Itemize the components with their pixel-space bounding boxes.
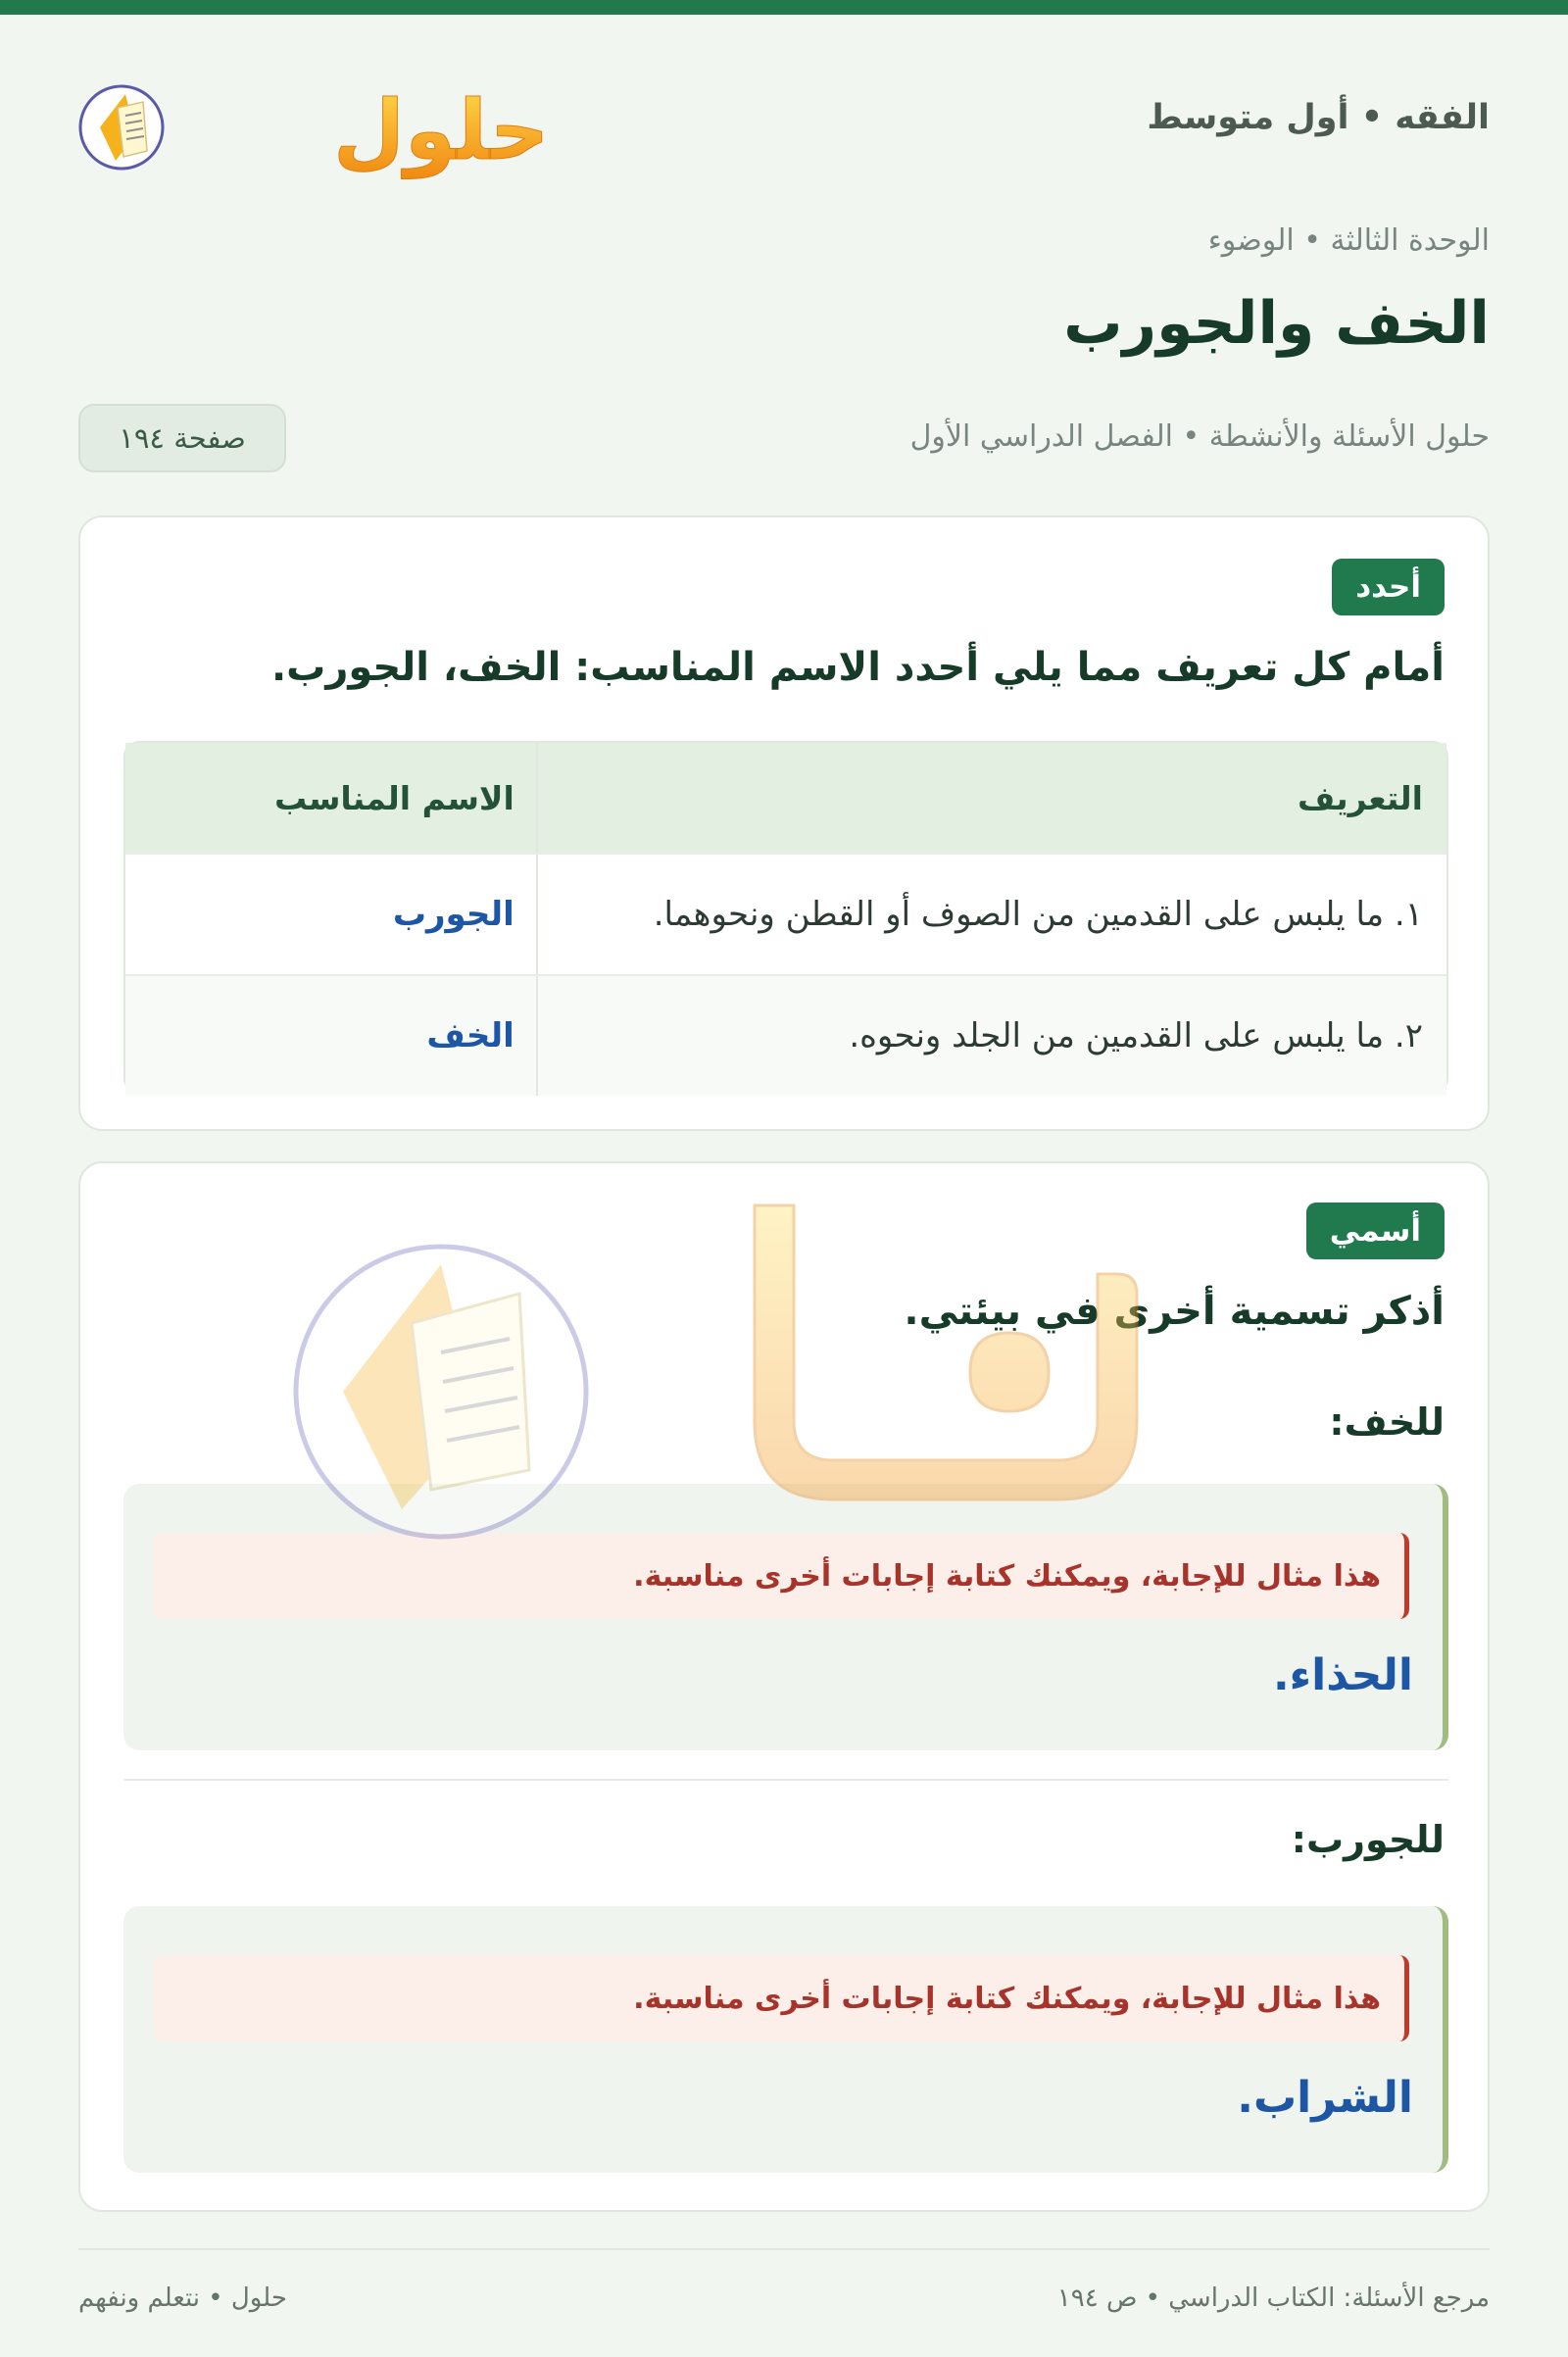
answer-box [123, 1484, 1448, 1750]
section-question: أذكر تسمية أخرى في بيئتي. [904, 1289, 1445, 1334]
section-badge: أسمي [1306, 1203, 1445, 1259]
top-accent-bar [0, 0, 1568, 15]
answer-text: الحذاء. [1272, 1650, 1413, 1700]
definitions-table [123, 741, 1448, 1094]
section-divider [123, 1779, 1448, 1781]
item-label: للجورب: [1291, 1818, 1445, 1861]
book-icon [80, 86, 163, 169]
row-answer: الخف [426, 1016, 514, 1056]
logo-wordmark: حلول [333, 82, 550, 178]
footer-reference: مرجع الأسئلة: الكتاب الدراسي • ص ١٩٤ [1056, 2283, 1490, 2313]
header-name: الاسم المناسب [274, 778, 514, 817]
item-label: للخف: [1329, 1400, 1445, 1444]
example-note: هذا مثال للإجابة، ويمكنك كتابة إجابات أخرى مناسبة. [153, 1533, 1409, 1619]
row-definition: ٢. ما يلبس على القدمين من الجلد ونحوه. [536, 976, 1446, 1096]
section-question: أمام كل تعريف مما يلي أحدد الاسم المناسب: الخف، الجورب. [270, 645, 1445, 690]
table-row [125, 974, 1446, 1096]
answer-text: الشراب. [1237, 2073, 1413, 2123]
header-definition: التعريف [536, 743, 1446, 853]
row-definition: ١. ما يلبس على القدمين من الصوف أو القطن ونحوهما. [536, 855, 1446, 974]
page-meta: حلول الأسئلة والأنشطة • الفصل الدراسي الأول [909, 419, 1490, 454]
section-card-name [78, 1161, 1490, 2212]
page-title: الخف والجورب [1063, 289, 1490, 358]
page-number-badge: صفحة ١٩٤ [78, 404, 286, 472]
breadcrumb: الوحدة الثالثة • الوضوء [1207, 223, 1490, 258]
section-badge: أحدد [1332, 559, 1445, 615]
section-card-identify [78, 516, 1490, 1131]
page-header [78, 59, 1490, 186]
footer-brand: حلول • نتعلم ونفهم [78, 2283, 287, 2313]
table-row [125, 853, 1446, 974]
footer-divider [78, 2248, 1490, 2250]
table-header-row [125, 743, 1446, 853]
subject-label: الفقه • أول متوسط [1147, 98, 1490, 137]
example-note: هذا مثال للإجابة، ويمكنك كتابة إجابات أخرى مناسبة. [153, 1955, 1409, 2041]
hulul-logo[interactable] [78, 59, 550, 186]
row-answer: الجورب [392, 895, 514, 934]
answer-box [123, 1906, 1448, 2173]
